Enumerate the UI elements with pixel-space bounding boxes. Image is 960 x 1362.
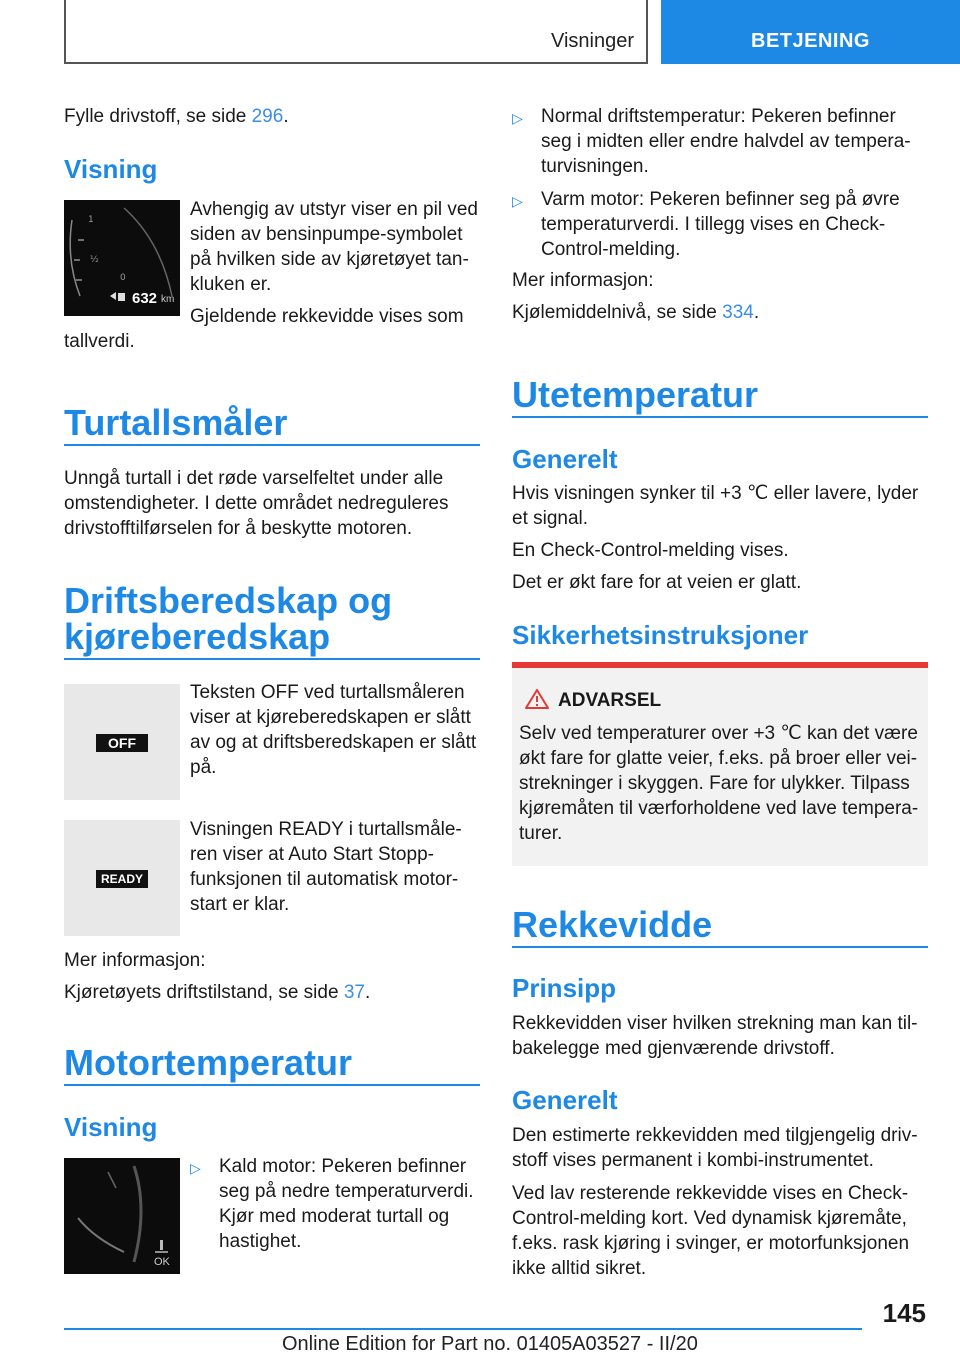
rekk-heading: Rekkevidde	[512, 904, 713, 945]
warning-triangle-icon	[524, 688, 550, 710]
bullet-triangle-icon: ▷	[190, 1160, 201, 1176]
page-number: 145	[882, 1298, 926, 1328]
prinsipp-heading: Prinsipp	[512, 973, 617, 1003]
ute-paragraph-3: Det er økt fare for at veien er glatt.	[512, 572, 802, 593]
generelt-paragraph-1: Den estimerte rekkevidden med tilgjengelig driv-stoff vises permanent i kombi-instrumentet.	[512, 1125, 918, 1171]
svg-text:0: 0	[120, 273, 126, 283]
sikker-heading: Sikkerhetsinstruksjoner	[512, 620, 809, 650]
ready-label: READY	[96, 870, 148, 888]
section-rule	[512, 946, 928, 948]
footer-edition: Online Edition for Part no. 01405A03527 - II/20	[282, 1333, 698, 1355]
section-rule	[64, 1084, 480, 1086]
state-reference: Kjøretøyets driftstilstand, se side 37.	[64, 982, 371, 1003]
turtall-heading: Turtallsmåler	[64, 402, 288, 443]
range-unit: km	[161, 294, 175, 305]
visning-paragraph-2a: Gjeldende rekkevidde vises som	[190, 306, 464, 327]
chapter-tab[interactable]	[661, 0, 960, 64]
more-info-label: Mer informasjon:	[512, 270, 654, 291]
section-rule	[64, 444, 480, 446]
chapter-title: BETJENING	[751, 30, 870, 52]
range-value: 632	[132, 290, 158, 307]
off-paragraph: Teksten OFF ved turtallsmåleren viser at kjøreberedskapen er slått av og at driftsberedskapen er slått på.	[190, 682, 477, 778]
section-rule	[64, 658, 480, 660]
motor-visning-heading: Visning	[64, 1112, 158, 1142]
range-display-image	[64, 200, 180, 316]
temperature-display-image	[64, 1158, 180, 1274]
section-title: Visninger	[550, 30, 634, 52]
page-link-334[interactable]: 334	[722, 302, 754, 323]
ok-label: OK	[154, 1256, 170, 1268]
footer-rule	[64, 1328, 862, 1330]
warning-box	[512, 662, 928, 866]
motor-heading: Motortemperatur	[64, 1042, 353, 1083]
ready-display-image	[64, 820, 180, 936]
prinsipp-paragraph: Rekkevidden viser hvilken strekning man kan til-bakelegge med gjenværende drivstoff.	[512, 1013, 918, 1059]
generelt-heading-2: Generelt	[512, 1085, 618, 1115]
visning-heading: Visning	[64, 154, 158, 184]
ute-heading: Utetemperatur	[512, 374, 759, 415]
visning-paragraph-1: Avhengig av utstyr viser en pil ved siden av bensinpumpe-symbolet på hvilken side av kjøretøyet tan-kluken er.	[190, 199, 478, 295]
page-link-37[interactable]: 37	[343, 982, 365, 1003]
turtall-paragraph: Unngå turtall i det røde varselfeltet under alle omstendigheter. I dette området nedreguleres drivstofftilførselen for å beskytte motoren.	[64, 468, 449, 539]
bullet-triangle-icon: ▷	[512, 193, 523, 209]
more-info-label: Mer informasjon:	[64, 950, 206, 971]
drift-heading-line2: kjøreberedskap	[64, 616, 331, 657]
fuel-reference: Fylle drivstoff, se side 296.	[64, 106, 289, 127]
visning-paragraph-2b: tallverdi.	[64, 331, 135, 352]
normal-text: Normal driftstemperatur: Pekeren befinner seg i midten eller endre halvdel av tempera-turvisningen.	[541, 106, 911, 177]
ute-paragraph-2: En Check-Control-melding vises.	[512, 540, 789, 561]
page-link-296[interactable]: 296	[251, 106, 284, 127]
ute-paragraph-1: Hvis visningen synker til +3 ℃ eller lavere, lyder et signal.	[512, 483, 919, 529]
bullet-triangle-icon: ▷	[512, 110, 523, 126]
svg-text:½: ½	[90, 255, 99, 265]
svg-text:1: 1	[88, 215, 94, 225]
warning-text: Selv ved temperaturer over +3 ℃ kan det være økt fare for glatte veier, f.eks. på broer eller vei-strekninger i skyggen. Fare for ulykker. Tilpass kjøremåten til værforholdene ved lave tempera-turer.	[519, 723, 919, 844]
warm-text: Varm motor: Pekeren befinner seg på øvre temperaturverdi. I tillegg vises en Check-Control-melding.	[541, 189, 900, 260]
off-display-image	[64, 684, 180, 800]
warning-bar	[512, 662, 928, 668]
cold-text: Kald motor: Pekeren befinner seg på nedre temperaturverdi. Kjør med moderat turtall og hastighet.	[219, 1156, 474, 1252]
drift-heading-line1: Driftsberedskap og	[64, 580, 393, 621]
header-section-box	[64, 0, 648, 64]
generelt-paragraph-2: Ved lav resterende rekkevidde vises en Check-Control-melding kort. Ved dynamisk kjøremåte, f.eks. rask kjøring i svinger, er motorfunksjonen ikke alltid sikret.	[512, 1183, 910, 1279]
section-rule	[512, 416, 928, 418]
ready-paragraph: Visningen READY i turtallsmåle-ren viser at Auto Start Stopp-funksjonen til automatisk motor-start er klar.	[190, 819, 462, 915]
warning-title: ADVARSEL	[558, 690, 662, 711]
generelt-heading-1: Generelt	[512, 444, 618, 474]
coolant-reference: Kjølemiddelnivå, se side 334.	[512, 302, 760, 323]
off-label: OFF	[96, 734, 148, 752]
